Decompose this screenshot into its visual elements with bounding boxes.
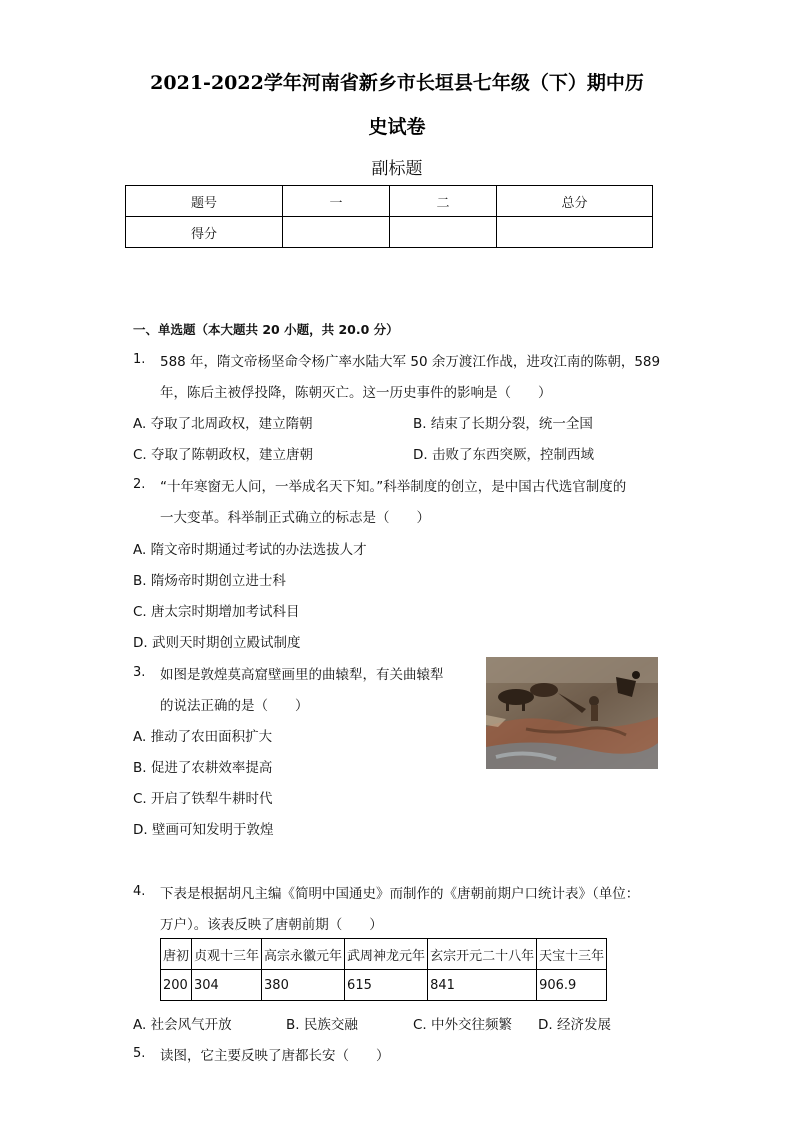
question-1-option-d[interactable]: D. 击败了东西突厥，控制西域 [413, 447, 594, 463]
score-table-row [126, 217, 653, 248]
question-4-option-c[interactable]: C. 中外交往频繁 [413, 1017, 513, 1033]
population-table-row [161, 970, 607, 1001]
question-2-text-line1: “十年寒窗无人问，一举成名天下知。”科举制度的创立，是中国古代选官制度的 [160, 479, 627, 495]
question-1-option-a[interactable]: A. 夺取了北周政权，建立隋朝 [133, 416, 313, 432]
question-number: 3. [133, 665, 146, 680]
dunhuang-mural-image [486, 657, 658, 769]
population-header-cell: 武周神龙元年 [345, 939, 428, 970]
population-header-cell: 玄宗开元二十八年 [428, 939, 537, 970]
population-value-cell: 841 [428, 970, 537, 1001]
mural-illustration [486, 657, 658, 769]
population-value-cell: 615 [345, 970, 428, 1001]
question-3-option-a[interactable]: A. 推动了农田面积扩大 [133, 729, 273, 745]
score-cell[interactable] [390, 217, 497, 248]
document-title-line1: 2021-2022学年河南省新乡市长垣县七年级（下）期中历 [150, 72, 644, 94]
population-header-cell: 唐初 [161, 939, 192, 970]
question-3-text-line1: 如图是敦煌莫高窟壁画里的曲辕犁，有关曲辕犁 [160, 667, 444, 683]
score-header-cell: 二 [390, 186, 497, 217]
question-3-option-c[interactable]: C. 开启了铁犁牛耕时代 [133, 791, 273, 807]
document-title-line2: 史试卷 [368, 116, 426, 138]
population-header-cell: 高宗永徽元年 [262, 939, 345, 970]
question-2-option-b[interactable]: B. 隋炀帝时期创立进士科 [133, 573, 286, 589]
question-3-option-b[interactable]: B. 促进了农耕效率提高 [133, 760, 273, 776]
question-5-text-line1: 读图，它主要反映了唐都长安（ ） [160, 1048, 390, 1064]
question-2-option-a[interactable]: A. 隋文帝时期通过考试的办法选拔人才 [133, 542, 367, 558]
score-cell[interactable] [497, 217, 653, 248]
population-header-cell: 贞观十三年 [192, 939, 262, 970]
question-number: 1. [133, 352, 146, 367]
question-1-option-b[interactable]: B. 结束了长期分裂，统一全国 [413, 416, 593, 432]
question-1-text-line2: 年，陈后主被俘投降，陈朝灭亡。这一历史事件的影响是（ ） [160, 385, 552, 401]
population-value-cell: 906.9 [537, 970, 607, 1001]
population-table-header-row [161, 939, 607, 970]
question-number: 5. [133, 1046, 146, 1061]
section-heading: 一、单选题（本大题共 20 小题，共 20.0 分） [133, 322, 399, 337]
question-4-option-d[interactable]: D. 经济发展 [538, 1017, 611, 1033]
score-cell[interactable] [283, 217, 390, 248]
score-table-header-row [126, 186, 653, 217]
question-3-text-line2: 的说法正确的是（ ） [160, 698, 309, 714]
score-header-cell: 一 [283, 186, 390, 217]
question-number: 2. [133, 477, 146, 492]
question-4-option-b[interactable]: B. 民族交融 [286, 1017, 358, 1033]
question-3-option-d[interactable]: D. 壁画可知发明于敦煌 [133, 822, 274, 838]
population-table [160, 938, 607, 1001]
document-subtitle: 副标题 [371, 159, 423, 179]
population-value-cell: 200 [161, 970, 192, 1001]
population-value-cell: 380 [262, 970, 345, 1001]
score-row-label: 得分 [126, 217, 283, 248]
question-2-text-line2: 一大变革。科举制正式确立的标志是（ ） [160, 510, 430, 526]
population-header-cell: 天宝十三年 [537, 939, 607, 970]
question-4-text-line2: 万户）。该表反映了唐朝前期（ ） [160, 917, 383, 933]
score-header-cell: 总分 [497, 186, 653, 217]
question-1-option-c[interactable]: C. 夺取了陈朝政权，建立唐朝 [133, 447, 314, 463]
question-1-text-line1: 588 年，隋文帝杨坚命令杨广率水陆大军 50 余万渡江作战，进攻江南的陈朝，589 [160, 354, 661, 370]
population-value-cell: 304 [192, 970, 262, 1001]
score-table [125, 185, 653, 248]
question-number: 4. [133, 884, 146, 899]
question-2-option-c[interactable]: C. 唐太宗时期增加考试科目 [133, 604, 300, 620]
question-2-option-d[interactable]: D. 武则天时期创立殿试制度 [133, 635, 301, 651]
question-4-text-line1: 下表是根据胡凡主编《简明中国通史》而制作的《唐朝前期户口统计表》（单位： [160, 886, 640, 902]
score-header-cell: 题号 [126, 186, 283, 217]
question-4-option-a[interactable]: A. 社会风气开放 [133, 1017, 232, 1033]
